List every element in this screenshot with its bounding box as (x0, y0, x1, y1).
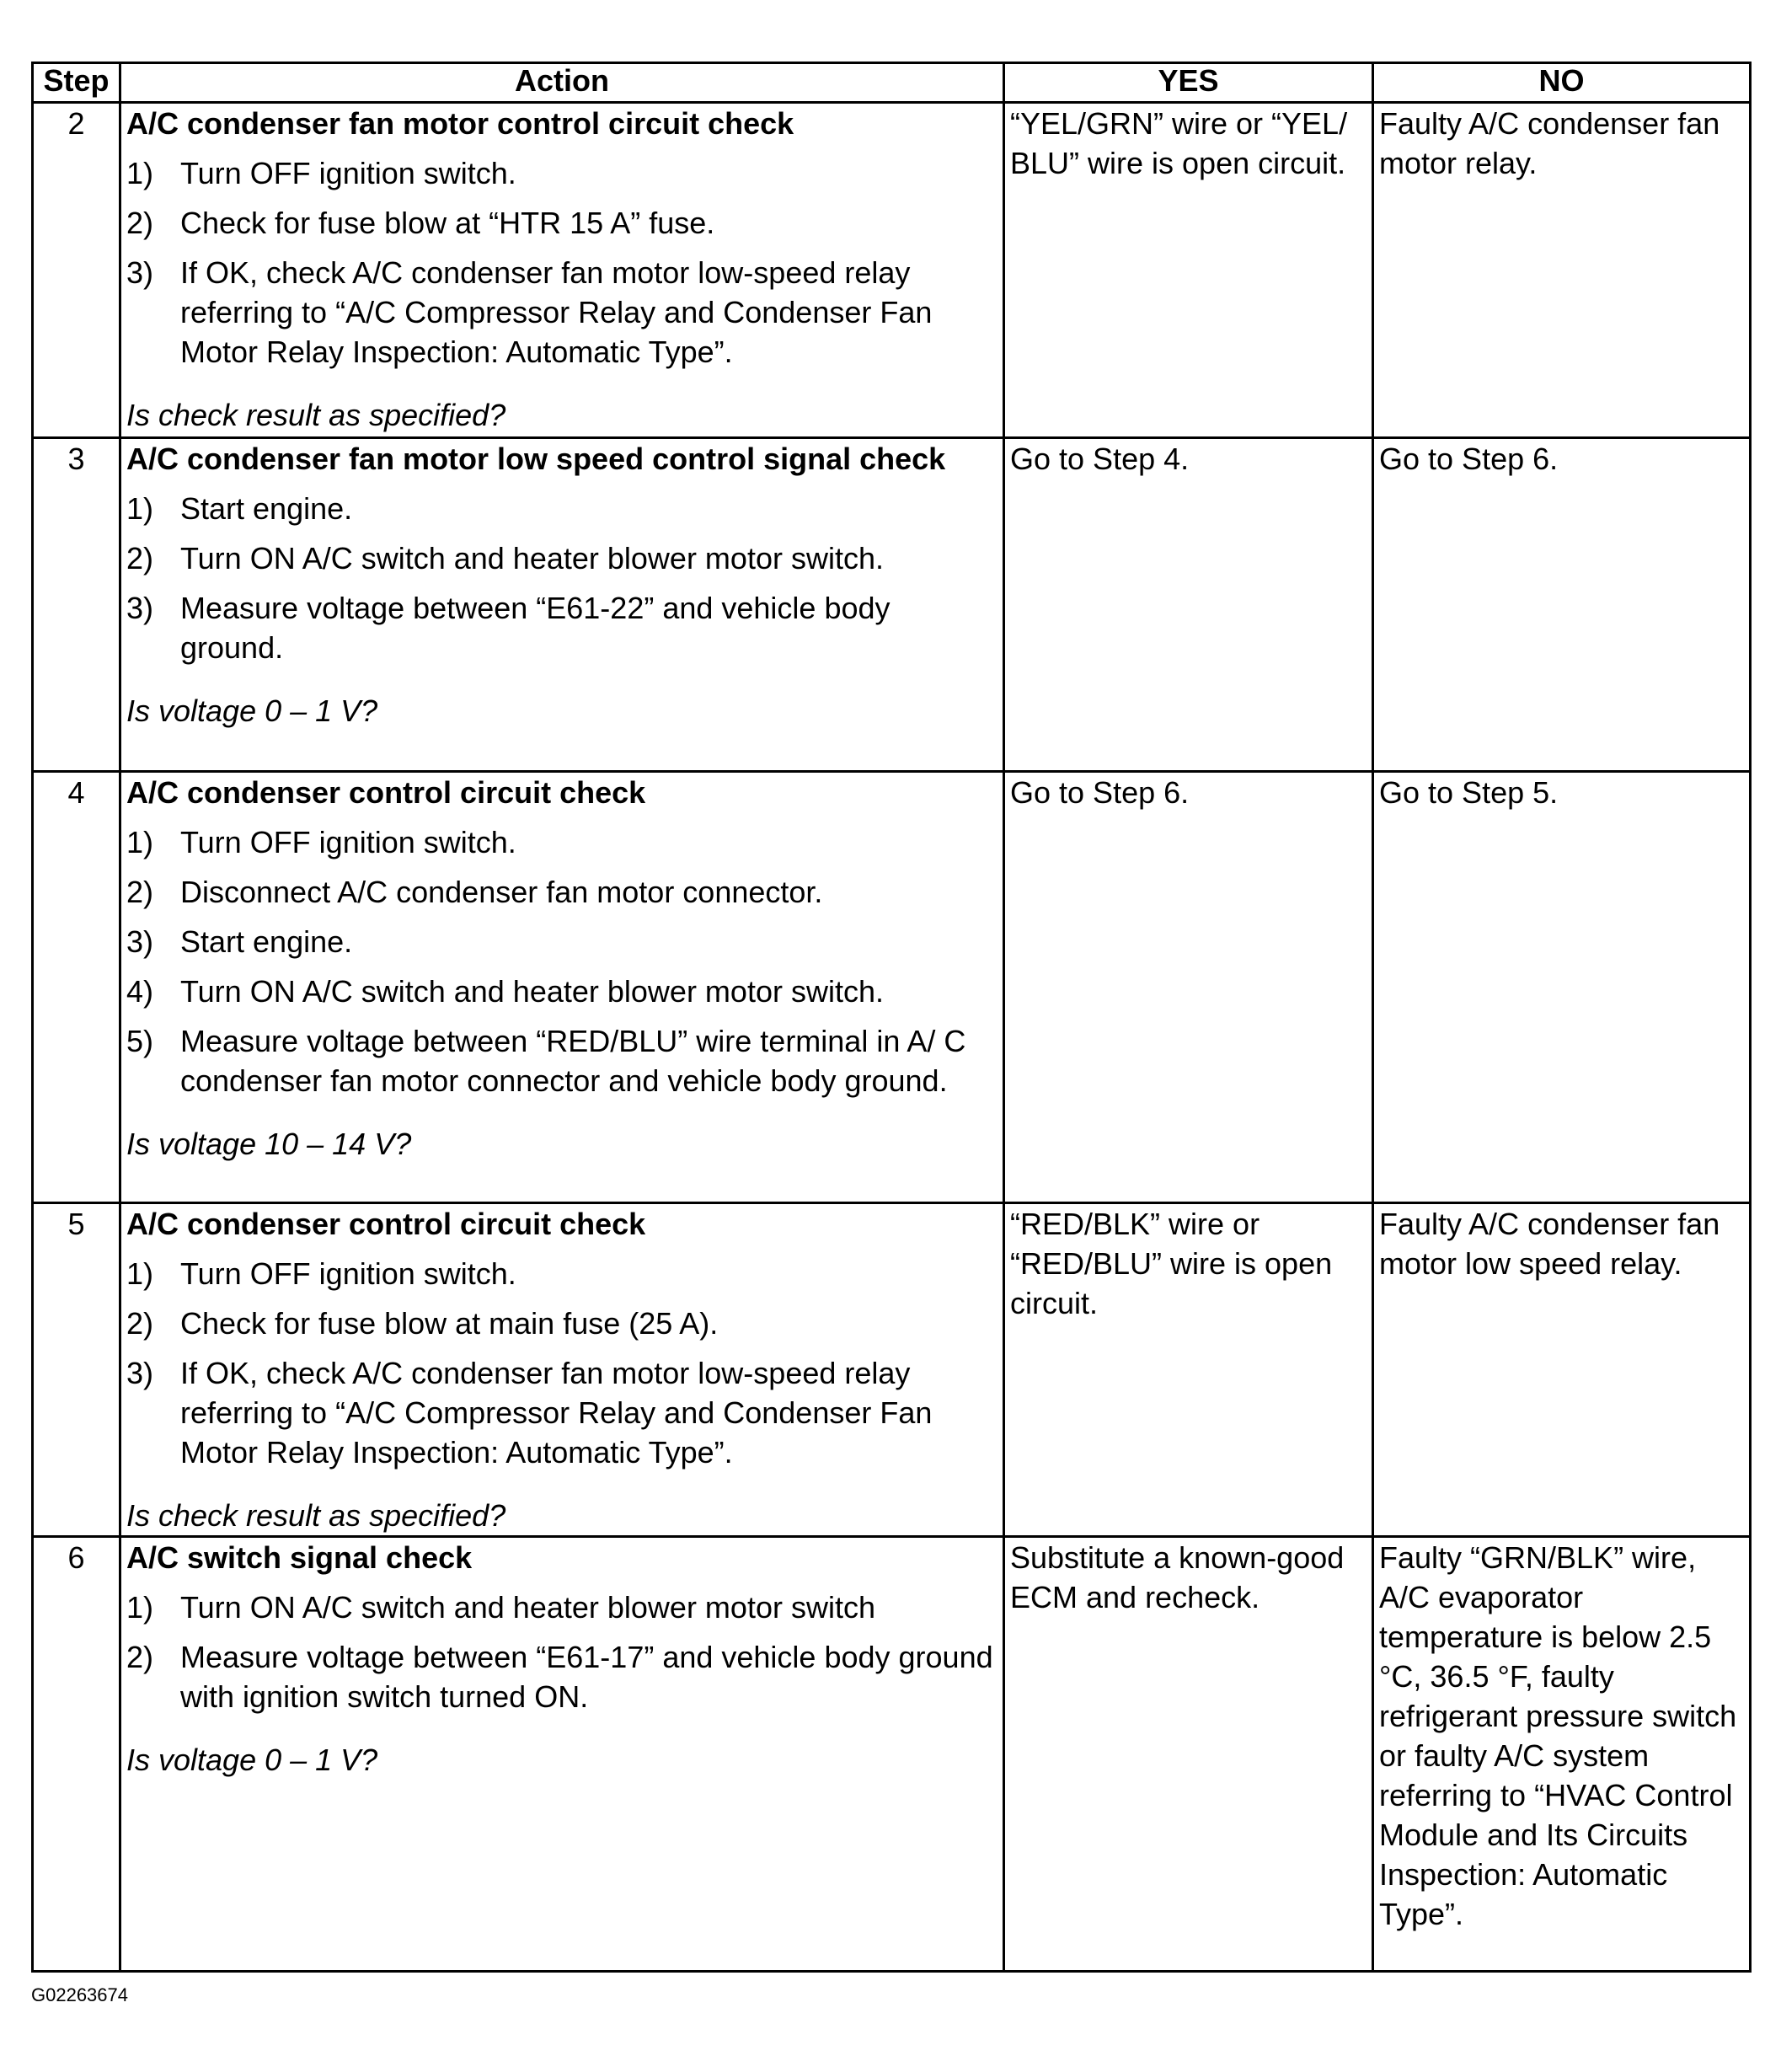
action-title: A/C condenser control circuit check (126, 1207, 646, 1241)
diagnosis-table (31, 62, 1752, 1973)
list-item: 2) Check for fuse blow at main fuse (25 A). (126, 1306, 719, 1341)
action-cell (120, 1203, 1004, 1537)
action-steps (126, 153, 997, 372)
table-row (33, 772, 1751, 1203)
action-cell (120, 772, 1004, 1203)
yes-cell: Go to Step 4. (1004, 438, 1373, 772)
action-title: A/C condenser fan motor low speed control signal check (126, 442, 946, 476)
action-steps (126, 489, 997, 667)
yes-cell: Go to Step 6. (1004, 772, 1373, 1203)
action-cell (120, 103, 1004, 438)
action-question: Is check result as specified? (126, 1498, 506, 1533)
table-row (33, 438, 1751, 772)
table-row (33, 103, 1751, 438)
header-row (33, 63, 1751, 103)
action-question: Is check result as specified? (126, 398, 506, 432)
step-number: 5 (33, 1203, 120, 1537)
list-item: 1) Turn ON A/C switch and heater blower motor switch (126, 1590, 875, 1625)
table-row (33, 1203, 1751, 1537)
action-steps (126, 1587, 997, 1716)
action-steps (126, 822, 997, 1100)
step-number: 6 (33, 1537, 120, 1972)
no-cell: Faulty “GRN/BLK” wire, A/C evaporator temperature is below 2.5 °C, 36.5 °F, faulty refrigerant pressure switch or faulty A/C system referring to “HVAC Control Module and Its Circuits Inspection: Automatic Type”. (1373, 1537, 1751, 1972)
action-title: A/C switch signal check (126, 1540, 473, 1575)
no-cell: Faulty A/C condenser fan motor low speed relay. (1373, 1203, 1751, 1537)
yes-cell: “RED/BLK” wire or “RED/BLU” wire is open circuit. (1004, 1203, 1373, 1537)
no-cell: Go to Step 6. (1373, 438, 1751, 772)
yes-cell: “YEL/GRN” wire or “YEL/ BLU” wire is open circuit. (1004, 103, 1373, 438)
list-item: 1) Turn OFF ignition switch. (126, 825, 516, 859)
list-item: 4) Turn ON A/C switch and heater blower motor switch. (126, 974, 884, 1009)
step-number: 3 (33, 438, 120, 772)
action-title: A/C condenser fan motor control circuit check (126, 106, 794, 141)
table-row (33, 1537, 1751, 1972)
list-item: 3) If OK, check A/C condenser fan motor low-speed relay referring to “A/C Compressor Relay and Condenser Fan Motor Relay Inspection: Automatic Type”. (126, 255, 933, 369)
no-cell: Faulty A/C condenser fan motor relay. (1373, 103, 1751, 438)
header-step: Step (33, 63, 120, 103)
list-item: 2) Check for fuse blow at “HTR 15 A” fuse. (126, 206, 715, 240)
action-cell (120, 438, 1004, 772)
list-item: 1) Start engine. (126, 491, 353, 526)
list-item: 2) Turn ON A/C switch and heater blower motor switch. (126, 541, 884, 576)
list-item: 3) Start engine. (126, 924, 353, 959)
action-question: Is voltage 0 – 1 V? (126, 693, 378, 728)
step-number: 2 (33, 103, 120, 438)
action-cell (120, 1537, 1004, 1972)
step-number: 4 (33, 772, 120, 1203)
action-title: A/C condenser control circuit check (126, 775, 646, 810)
list-item: 1) Turn OFF ignition switch. (126, 1256, 516, 1291)
no-cell: Go to Step 5. (1373, 772, 1751, 1203)
list-item: 1) Turn OFF ignition switch. (126, 156, 516, 190)
action-steps (126, 1254, 997, 1472)
yes-cell: Substitute a known-good ECM and recheck. (1004, 1537, 1373, 1972)
figure-id: G02263674 (31, 1984, 128, 2005)
list-item: 2) Measure voltage between “E61-17” and vehicle body ground with ignition switch turned ON. (126, 1640, 993, 1714)
list-item: 5) Measure voltage between “RED/BLU” wire terminal in A/ C condenser fan motor connector and vehicle body ground. (126, 1024, 966, 1098)
header-no: NO (1373, 63, 1751, 103)
list-item: 3) Measure voltage between “E61-22” and vehicle body ground. (126, 591, 890, 665)
list-item: 3) If OK, check A/C condenser fan motor low-speed relay referring to “A/C Compressor Relay and Condenser Fan Motor Relay Inspection: Automatic Type”. (126, 1356, 933, 1470)
header-action: Action (120, 63, 1004, 103)
list-item: 2) Disconnect A/C condenser fan motor connector. (126, 875, 823, 909)
header-yes: YES (1004, 63, 1373, 103)
action-question: Is voltage 0 – 1 V? (126, 1743, 378, 1777)
action-question: Is voltage 10 – 14 V? (126, 1127, 412, 1161)
